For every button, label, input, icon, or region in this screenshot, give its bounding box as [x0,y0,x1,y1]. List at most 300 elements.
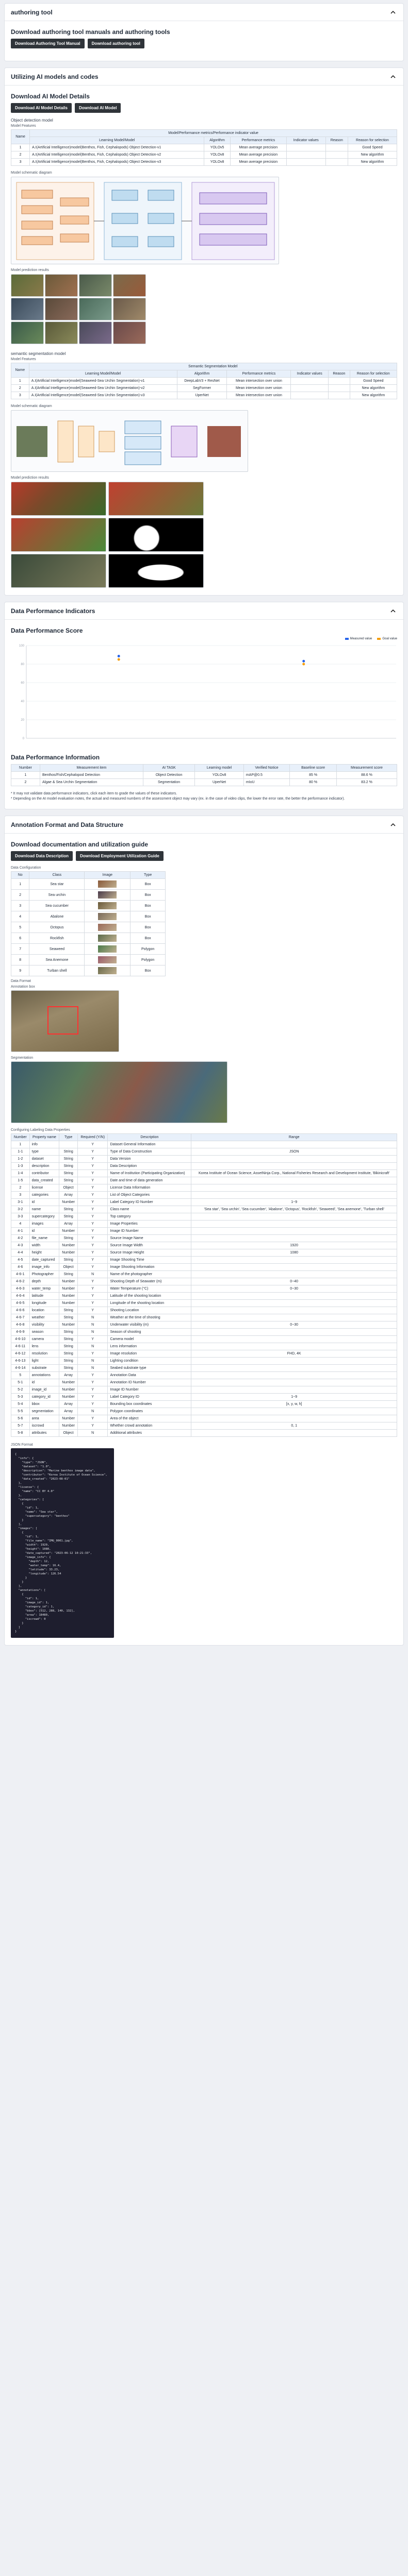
ai-models-section [4,67,404,596]
performance-table [11,764,397,786]
table-header: Learning Model/Model [30,137,204,144]
table-cell: String [59,1314,78,1321]
table-cell: 5 [11,922,29,933]
table-cell: Data Version [108,1156,191,1163]
table-cell: Top category [108,1213,191,1221]
table-cell: Source Image Width [108,1242,191,1249]
table-row [11,1206,397,1213]
table-cell: N [77,1321,108,1329]
table-header: Reason [325,137,348,144]
table-row [11,1300,397,1307]
table-row [11,1358,397,1365]
table-cell: New algorithm [348,151,397,159]
seg-overlay-image [11,518,106,552]
model-details-heading: Download AI Model Details [11,93,90,100]
table-cell: FHD, 4K [191,1350,397,1358]
table-cell: Mean intersection over union [227,378,291,385]
table-row [11,1408,397,1415]
table-row [11,772,397,779]
table-cell: Abalone [29,911,85,922]
json-code-block: { "info": { "type": "JSON", "dataset": "1.0", "description": "Marine benthos image data", "contributor": "Korea Institute of Ocean Science", "data_created": "2023-08-01" }, "license": { "name": "CC BY 4.0" }, "categories": [ { "id": 1, "name": "Sea star", "supercategory": "benthos" } ], "images": [ { "id": 1, "file_name": "IMG_0001.jpg", "width": 1920, "height": 1080, "date_captured": "2023-06-12 10:21:33", "image_info": { "depth": 12, "water_temp": 16.4, "latitude": 33.23, "longitude": 126.54 } } ], "annotations": [ { "id": 1, "image_id": 1, "category_id": 1, "bbox": [512, 288, 140, 132], "area": 18480, "iscrowd": 0 } ] } [11,1448,114,1638]
table-cell: light [29,1358,59,1365]
table-header: Required (Y/N) [77,1134,108,1141]
table-cell: resolution [29,1350,59,1358]
result-image [79,274,112,297]
table-cell: 0~30 [191,1321,397,1329]
table-cell: String [59,1358,78,1365]
table-cell: location [29,1307,59,1314]
table-row [11,933,166,944]
table-row [11,392,397,399]
table-row [11,1257,397,1264]
table-cell [191,1235,397,1242]
table-cell: String [59,1177,78,1184]
table-cell: Whether crowd annotation [108,1422,191,1430]
od-architecture-diagram [11,177,279,264]
table-cell: Y [77,1307,108,1314]
table-header: No [11,872,29,879]
table-cell: Mean intersection over union [227,385,291,392]
table-cell: Type of Data Construction [108,1148,191,1156]
class-thumbnail [98,935,117,942]
y-tick-label: 40 [21,700,24,703]
table-cell: String [59,1206,78,1213]
annotation-header[interactable] [5,816,403,834]
table-header: Name [11,130,30,144]
table-row [11,1379,397,1386]
table-row [11,1242,397,1249]
table-cell: file_name [29,1235,59,1242]
table-cell: N [77,1358,108,1365]
table-cell: area [29,1415,59,1422]
table-row [11,1329,397,1336]
table-cell [191,1221,397,1228]
table-cell: Array [59,1408,78,1415]
table-cell: Object [59,1264,78,1271]
chevron-up-icon[interactable] [389,8,397,16]
table-cell: Number [59,1293,78,1300]
table-cell: Sea Anemone [29,955,85,965]
table-cell: date_captured [29,1257,59,1264]
table-cell: 3 [11,1192,30,1199]
table-cell: 1 [11,144,30,151]
object-detection-label: Object detection model [11,118,53,123]
table-cell: 5-8 [11,1430,30,1437]
data-point [118,655,120,657]
table-cell: Number [59,1415,78,1422]
table-cell: Object Detection [143,772,194,779]
table-cell: 7 [11,944,29,955]
table-cell: Seaweed [29,944,85,955]
table-cell: 1 [11,879,29,890]
table-cell [191,1156,397,1163]
table-header: Learning Model/Model [29,370,177,378]
table-cell: Latitude of the shooting location [108,1293,191,1300]
table-cell: Source Image Height [108,1249,191,1257]
table-cell: name [29,1206,59,1213]
table-cell [191,1228,397,1235]
table-cell [85,933,130,944]
table-cell: Box [130,965,166,976]
class-thumbnail [98,902,117,909]
table-cell [85,879,130,890]
table-cell: 1080 [191,1249,397,1257]
table-header: Property name [29,1134,59,1141]
table-cell: Number [59,1379,78,1386]
table-cell: camera [29,1336,59,1343]
table-cell: Image resolution [108,1350,191,1358]
table-cell: String [59,1329,78,1336]
table-cell: 1-3 [11,1163,30,1170]
table-cell: String [59,1365,78,1372]
table-cell: 1-5 [11,1177,30,1184]
table-cell: Mean average precision [230,151,286,159]
table-cell [329,378,350,385]
table-cell [191,1365,397,1372]
table-cell: 6 [11,933,29,944]
table-cell: 3-1 [11,1199,30,1206]
table-cell [85,922,130,933]
table-cell [191,1257,397,1264]
table-cell: Number [59,1422,78,1430]
table-cell: Y [77,1257,108,1264]
table-cell: 9 [11,965,29,976]
table-header: Measurement item [40,765,143,772]
table-cell: String [59,1148,78,1156]
y-tick-label: 80 [21,663,24,666]
class-thumbnail [98,891,117,899]
table-cell: Benthos/Fish/Cephalopod Detection [40,772,143,779]
table-cell: Good Speed [350,378,397,385]
chevron-up-icon[interactable] [389,73,397,81]
legend-label: Goal value [382,637,397,640]
table-cell: 3 [11,901,29,911]
table-cell: String [59,1213,78,1221]
download-description-button[interactable]: Download Data Description [11,851,73,861]
table-cell: season [29,1329,59,1336]
table-row [11,151,397,159]
table-cell: Array [59,1401,78,1408]
table-cell: Bounding box coordinates [108,1401,191,1408]
table-cell [85,965,130,976]
table-cell: 3-3 [11,1213,30,1221]
table-cell: 1 [11,772,40,779]
table-cell: Array [59,1221,78,1228]
table-header: Type [130,872,166,879]
download-tool-button[interactable]: Download authoring tool [88,39,144,48]
segmentation-example-image [11,1061,227,1123]
table-row [11,1221,397,1228]
seg-overlay-image [11,482,106,516]
table-cell: Box [130,890,166,901]
table-cell: 4-2 [11,1235,30,1242]
table-cell: String [59,1343,78,1350]
section-title: Annotation Format and Data Structure [11,821,124,828]
table-row [11,890,166,901]
table-cell: Polygon [130,955,166,965]
table-row [11,1278,397,1285]
table-cell: Area of the object [108,1415,191,1422]
table-cell: Number [59,1199,78,1206]
table-cell: 4-5 [11,1257,30,1264]
table-cell: height [29,1249,59,1257]
table-cell: Y [77,1350,108,1358]
table-cell: 4-6-9 [11,1329,30,1336]
seg-result-label: Model prediction results [11,476,49,480]
table-cell: 83.2 % [336,779,397,786]
table-cell: Name of the photographer [108,1271,191,1278]
table-cell: Shooting Location [108,1307,191,1314]
table-cell: String [59,1336,78,1343]
table-cell: Weather at the time of shooting [108,1314,191,1321]
table-cell: categories [29,1192,59,1199]
table-cell: Y [77,1415,108,1422]
download-manual-button[interactable]: Download Authoring Tool Manual [11,39,85,48]
table-cell [191,1415,397,1422]
annotation-section [4,816,404,1646]
table-cell: 3 [11,392,29,399]
ai-models-header[interactable] [5,68,403,86]
table-cell [291,392,329,399]
json-format-label: JSON Format [11,1443,33,1447]
table-cell: id [29,1379,59,1386]
data-config-table [11,871,166,976]
table-cell: dataset [29,1156,59,1163]
table-cell: N [77,1343,108,1350]
table-cell: Y [77,1386,108,1394]
seg-mask-image [108,518,204,552]
table-cell: 0~40 [191,1278,397,1285]
table-row [11,1293,397,1300]
table-cell: YOLOv8 [204,151,230,159]
table-cell: 4-3 [11,1242,30,1249]
score-heading: Data Performance Score [11,627,83,634]
table-cell: Shooting Depth of Seawater (m) [108,1278,191,1285]
table-cell: depth [29,1278,59,1285]
table-cell [291,385,329,392]
chevron-up-icon[interactable] [389,821,397,829]
table-cell: DeepLabV3 + ResNet [177,378,227,385]
result-image [79,298,112,320]
table-cell: Object [59,1430,78,1437]
table-row [11,1192,397,1199]
table-cell: description [29,1163,59,1170]
y-tick-label: 100 [19,645,24,648]
table-cell: Y [77,1163,108,1170]
table-cell: segmentation [29,1408,59,1415]
table-cell: N [77,1314,108,1321]
table-cell: Annotation Data [108,1372,191,1379]
table-cell: Season of shooting [108,1329,191,1336]
od-result-grid [11,274,397,344]
table-cell: 4-6-2 [11,1278,30,1285]
table-cell: 5-3 [11,1394,30,1401]
table-cell: N [77,1271,108,1278]
table-cell: Dataset General Information [108,1141,191,1148]
table-cell: Polygon coordinates [108,1408,191,1415]
table-cell: 0~30 [191,1285,397,1293]
table-cell: id [29,1228,59,1235]
table-cell: 1~9 [191,1199,397,1206]
class-thumbnail [98,913,117,920]
table-cell: 1 [11,378,29,385]
table-row [11,911,166,922]
result-image [11,274,44,297]
table-cell: Turban shell [29,965,85,976]
table-cell: Y [77,1221,108,1228]
table-cell: 5-2 [11,1386,30,1394]
legend-swatch [345,638,349,640]
table-row [11,1343,397,1350]
table-cell: 3 [11,159,30,166]
class-thumbnail [98,880,117,888]
authoring-tool-section [4,3,404,61]
table-cell: 1~9 [191,1394,397,1401]
table-cell: String [59,1163,78,1170]
table-cell [191,1307,397,1314]
model-features-label: Model Features [11,124,36,128]
table-cell: Box [130,933,166,944]
result-image [45,298,78,320]
table-row [11,965,166,976]
table-cell: substrate [29,1365,59,1372]
table-cell: 2 [11,779,40,786]
table-row [11,879,166,890]
table-cell: 'Sea star', 'Sea urchin', 'Sea cucumber', 'Abalone', 'Octopus', 'Rockfish', 'Seaweed', 'Sea anemone', 'Turban shell' [191,1206,397,1213]
table-cell [191,1430,397,1437]
data-format-label: Data Format [11,979,31,983]
table-cell [191,1336,397,1343]
table-cell: Y [77,1249,108,1257]
chevron-up-icon[interactable] [389,607,397,615]
table-cell: supercategory [29,1213,59,1221]
table-cell: Y [77,1422,108,1430]
download-guide-button[interactable]: Download Employment Utilization Guide [76,851,164,861]
table-row [11,144,397,151]
performance-header[interactable] [5,602,403,620]
table-cell: 4-6-6 [11,1307,30,1314]
table-cell: 4-6-3 [11,1285,30,1293]
table-cell: info [29,1141,59,1148]
table-cell: Lens information [108,1343,191,1350]
object-detection-table [11,129,397,166]
table-cell: N [77,1365,108,1372]
table-cell: 2 [11,385,29,392]
table-cell: lens [29,1343,59,1350]
table-cell: Image ID Number [108,1228,191,1235]
table-cell: YOLOv8 [195,772,244,779]
table-cell: 80 % [290,779,337,786]
table-row [11,1228,397,1235]
table-cell: A.I(Artificial Intelligence)model(Benthos, Fish, Cephalopods) Object Detection-v3 [30,159,204,166]
result-image [11,321,44,344]
table-cell: 4-6 [11,1264,30,1271]
table-row [11,1264,397,1271]
table-header: Number [11,765,40,772]
table-cell: N [77,1408,108,1415]
table-cell: Korea Institute of Ocean Science, AssetNinja Corp., National Fisheries Research and Development Institute, 'Bikinicraft' [191,1170,397,1177]
table-cell: 3-2 [11,1206,30,1213]
table-cell: id [29,1199,59,1206]
table-cell: SegFormer [177,385,227,392]
table-cell: Box [130,879,166,890]
table-cell: 2 [11,151,30,159]
table-cell: 4-6-10 [11,1336,30,1343]
table-cell: Y [77,1242,108,1249]
result-image [11,298,44,320]
seg-mask-image [108,554,204,588]
table-cell: String [59,1307,78,1314]
table-cell: Image Shooting Time [108,1257,191,1264]
table-cell: visibility [29,1321,59,1329]
table-cell [286,144,325,151]
table-cell [191,1343,397,1350]
table-row [11,1350,397,1358]
seg-overlay-image [11,554,106,588]
table-row [11,1148,397,1156]
table-cell: bbox [29,1401,59,1408]
table-cell: Y [77,1394,108,1401]
table-cell: Photographer [29,1271,59,1278]
class-thumbnail [98,924,117,931]
table-cell [325,151,348,159]
table-cell: Object [59,1184,78,1192]
legend-label: Measured value [350,637,372,640]
table-row [11,1336,397,1343]
table-cell [291,378,329,385]
table-cell: 4 [11,911,29,922]
table-cell: N [77,1430,108,1437]
table-cell: Mean average precision [230,144,286,151]
table-header: Range [191,1134,397,1141]
table-header: Class [29,872,85,879]
table-cell: 4-6-1 [11,1271,30,1278]
table-cell: 4-6-5 [11,1300,30,1307]
table-cell: weather [29,1314,59,1321]
table-cell: Y [77,1264,108,1271]
table-cell: 1-2 [11,1156,30,1163]
table-row [11,1199,397,1206]
table-cell: Sea cucumber [29,901,85,911]
table-cell: License Data Information [108,1184,191,1192]
class-thumbnail [98,967,117,974]
table-cell: String [59,1170,78,1177]
table-cell: Additional attributes [108,1430,191,1437]
od-arch-label: Model schematic diagram [11,171,52,175]
table-cell [85,901,130,911]
table-cell: Y [77,1156,108,1163]
table-row [11,1415,397,1422]
table-row [11,1321,397,1329]
class-thumbnail [98,956,117,963]
table-cell: String [59,1350,78,1358]
annotation-example-image [11,990,119,1052]
authoring-tool-header[interactable] [5,4,403,21]
download-model-button[interactable]: Download AI Model [75,103,121,113]
table-cell: Number [59,1321,78,1329]
table-row [11,901,166,911]
table-cell [325,144,348,151]
download-model-details-button[interactable]: Download AI Model Details [11,103,72,113]
table-cell: Y [77,1293,108,1300]
seg-result-grid [11,482,397,588]
table-row [11,1386,397,1394]
table-group-header: Model/Performance metrics/Performance indicator value [30,130,397,137]
table-row [11,1156,397,1163]
table-cell: Date and time of data generation [108,1177,191,1184]
table-cell [191,1213,397,1221]
table-cell: Sea urchin [29,890,85,901]
